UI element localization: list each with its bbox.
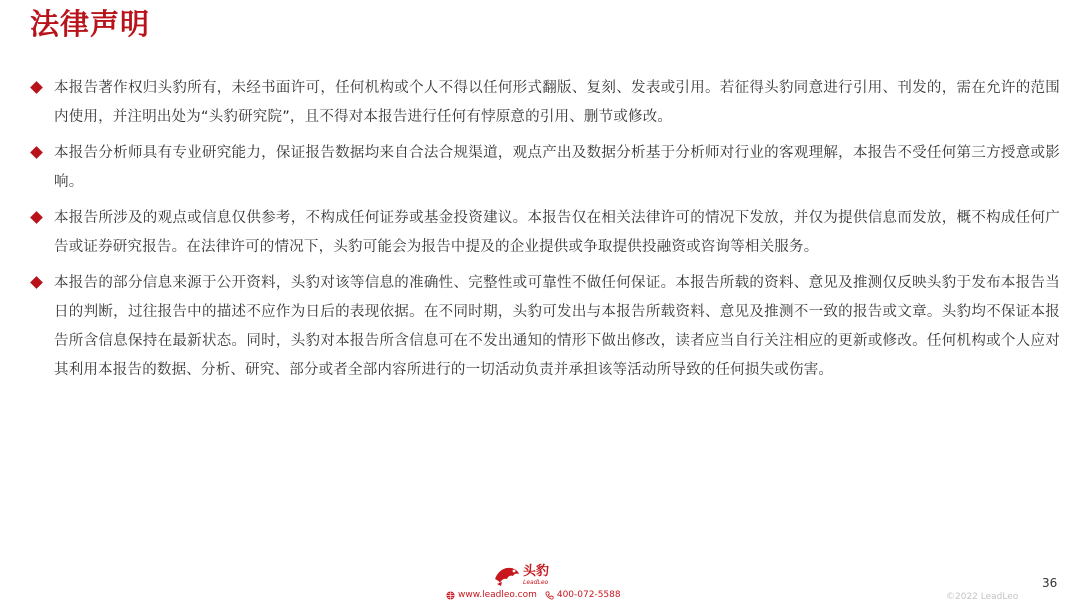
globe-icon: [446, 591, 455, 600]
phone-icon: [545, 591, 554, 600]
statement-item: [30, 269, 1060, 385]
website-link[interactable]: www.leadleo.com: [458, 590, 537, 600]
footer-logo: [493, 563, 549, 587]
logo-text: 头豹: [523, 563, 550, 579]
statement-text: 本报告的部分信息来源于公开资料，头豹对该等信息的准确性、完整性或可靠性不做任何保证。本报告所载的资料、意见及推测仅反映头豹于发布本报告当日的判断，过往报告中的描述不应作为日后的表现依据。在不同时期，头豹可发出与本报告所载资料、意见及推测不一致的报告或文章。头豹均不保证本报告所含信息保持在最新状态。同时，头豹对本报告所含信息可在不发出通知的情形下做出修改，读者应当自行关注相应的更新或修改。任何机构或个人应对其利用本报告的数据、分析、研究、部分或者全部内容所进行的一切活动负责并承担该等活动所导致的任何损失或伤害。: [54, 275, 1060, 378]
statement-item: [30, 74, 1060, 132]
page-title: 法律声明: [30, 7, 151, 41]
leopard-logo-icon: [493, 563, 521, 587]
phone-number: 400-072-5588: [556, 590, 621, 600]
legal-statement-list: [30, 74, 1060, 392]
statement-item: [30, 204, 1060, 262]
diamond-bullet-icon: [30, 276, 43, 289]
page-number: 36: [1042, 576, 1058, 590]
copyright-text: ©2022 LeadLeo: [946, 592, 1019, 602]
diamond-bullet-icon: [30, 81, 43, 94]
diamond-bullet-icon: [30, 211, 43, 224]
statement-text: 本报告著作权归头豹所有，未经书面许可，任何机构或个人不得以任何形式翻版、复刻、发表或引用。若征得头豹同意进行引用、刊发的，需在允许的范围内使用，并注明出处为“头豹研究院”，且不得对本报告进行任何有悖原意的引用、删节或修改。: [54, 80, 1060, 125]
statement-item: [30, 139, 1060, 197]
statement-text: 本报告所涉及的观点或信息仅供参考，不构成任何证券或基金投资建议。本报告仅在相关法律许可的情况下发放，并仅为提供信息而发放，概不构成任何广告或证券研究报告。在法律许可的情况下，头豹可能会为报告中提及的企业提供或争取提供投融资或咨询等相关服务。: [54, 210, 1060, 255]
statement-text: 本报告分析师具有专业研究能力，保证报告数据均来自合法合规渠道，观点产出及数据分析基于分析师对行业的客观理解，本报告不受任何第三方授意或影响。: [54, 145, 1060, 190]
footer-contact: [446, 590, 621, 600]
logo-subtext: LeadLeo: [523, 578, 549, 586]
diamond-bullet-icon: [30, 146, 43, 159]
